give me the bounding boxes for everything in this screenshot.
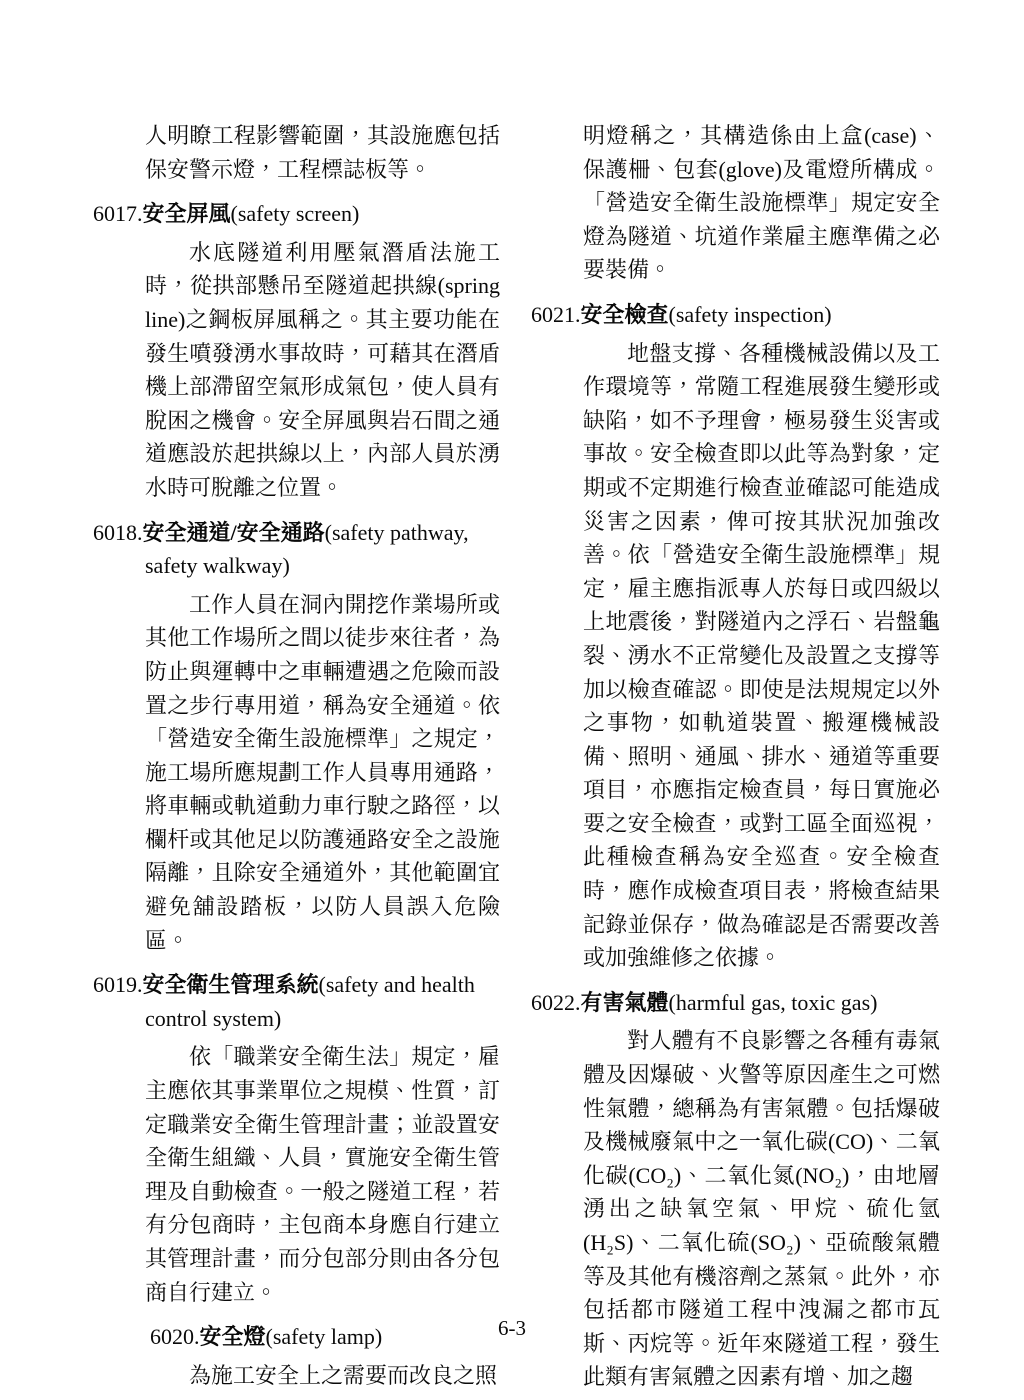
entry-term-english: (safety inspection) <box>668 301 832 327</box>
entry-term: 有害氣體 <box>580 989 669 1015</box>
entry-number: 6018. <box>93 519 143 545</box>
entry-heading <box>93 197 500 231</box>
entry-heading <box>93 516 500 583</box>
entry-term: 安全衛生管理系統 <box>142 972 319 998</box>
entry-number: 6021. <box>531 301 581 327</box>
paragraph: 依「職業安全衛生法」規定，雇主應依其事業單位之規模、性質，訂定職業安全衛生管理計畫；並設置安全衛生組織、人員，實施安全衛生管理及自動檢查。一般之隧道工程，若有分包商時，主包商本身應自行建立其管理計畫，而分包部分則由各分包商自行建立。 <box>145 1044 500 1305</box>
paragraph: 地盤支撐、各種機械設備以及工作環境等，常隨工程進展發生變形或缺陷，如不予理會，極易發生災害或事故。安全檢查即以此等為對象，定期或不定期進行檢查並確認可能造成災害之因素，俾可按其狀況加強改善。依「營造安全衛生設施標準」規定，雇主應指派專人於每日或四級以上地震後，對隧道內之浮石、岩盤龜裂、湧水不正常變化及設置之支撐等加以檢查確認。即使是法規規定以外之事物，如軌道裝置、搬運機械設備、照明、通風、排水、通道等重要項目，亦應指定檢查員，每日實施必要之安全檢查，或對工區全面巡視，此種檢查稱為安全巡查。安全檢查時，應作成檢查項目表，將檢查結果記錄並保存，做為確認是否需要改善或加強維修之依據。 <box>583 340 940 971</box>
paragraph: 工作人員在洞內開挖作業場所或其他工作場所之間以徒步來往者，為防止與運轉中之車輛遭遇之危險而設置之步行專用道，稱為安全通道。依「營造安全衛生設施標準」之規定，施工場所應規劃工作人員專用通路，將車輛或軌道動力車行駛之路徑，以欄杆或其他足以防護通路安全之設施隔離，且除安全通道外，其他範圍宜避免舖設踏板，以防人員誤入危險區。 <box>145 591 500 953</box>
entry-heading <box>531 298 940 332</box>
entry-number: 6017. <box>93 201 143 227</box>
entry-heading <box>531 986 940 1020</box>
entry-heading <box>93 968 500 1035</box>
page-number: 6-3 <box>498 1316 526 1340</box>
entry-number: 6019. <box>93 972 143 998</box>
entry-term-english: (safety and health control system) <box>145 972 475 1031</box>
entry-term: 安全檢查 <box>580 301 669 327</box>
left-column <box>93 119 500 1392</box>
paragraph: 明燈稱之，其構造係由上盒(case)、保護柵、包套(glove)及電燈所構成。「營造安全衛生設施標準」規定安全燈為隧道、坑道作業雇主應準備之必要裝備。 <box>583 123 940 283</box>
right-column <box>531 119 940 1394</box>
entry-term: 安全通道/安全通路 <box>142 519 325 545</box>
entry-number: 6022. <box>531 989 581 1015</box>
entry-number: 6020. <box>150 1324 200 1350</box>
entry-term-english: (harmful gas, toxic gas) <box>668 989 878 1015</box>
entry-term-english: (safety screen) <box>230 201 360 227</box>
paragraph: 人明瞭工程影響範圍，其設施應包括保安警示燈，工程標誌板等。 <box>145 123 500 182</box>
entry-term: 安全燈 <box>199 1324 266 1350</box>
entry-term-english: (safety pathway, safety walkway) <box>145 519 469 579</box>
entry-term: 安全屏風 <box>142 201 231 227</box>
paragraph: 對人體有不良影響之各種有毒氣體及因爆破、火警等原因產生之可燃性氣體，總稱為有害氣體。包括爆破及機械廢氣中之一氧化碳(CO)、二氧化碳(CO₂)、二氧化氮(NO₂)，由地層湧出之缺氧空氣、甲烷、硫化氫(H₂S)、二氧化硫(SO₂)、亞硫酸氣體等及其他有機溶劑之蒸氣。此外，亦包括都市隧道工程中洩漏之都市瓦斯、丙烷等。近年來隧道工程，發生此類有害氣體之因素有增、加之趨 <box>583 1028 940 1390</box>
paragraph: 水底隧道利用壓氣潛盾法施工時，從拱部懸吊至隧道起拱線(spring line)之鋼板屏風稱之。其主要功能在發生噴發湧水事故時，可藉其在潛盾機上部滯留空氣形成氣包，使人員有脫困之機會。安全屏風與岩石間之通道應設於起拱線以上，內部人員於湧水時可脫離之位置。 <box>145 239 500 500</box>
entry-term-english: (safety lamp) <box>265 1324 383 1350</box>
paragraph: 為施工安全上之需要而改良之照 <box>189 1362 498 1388</box>
